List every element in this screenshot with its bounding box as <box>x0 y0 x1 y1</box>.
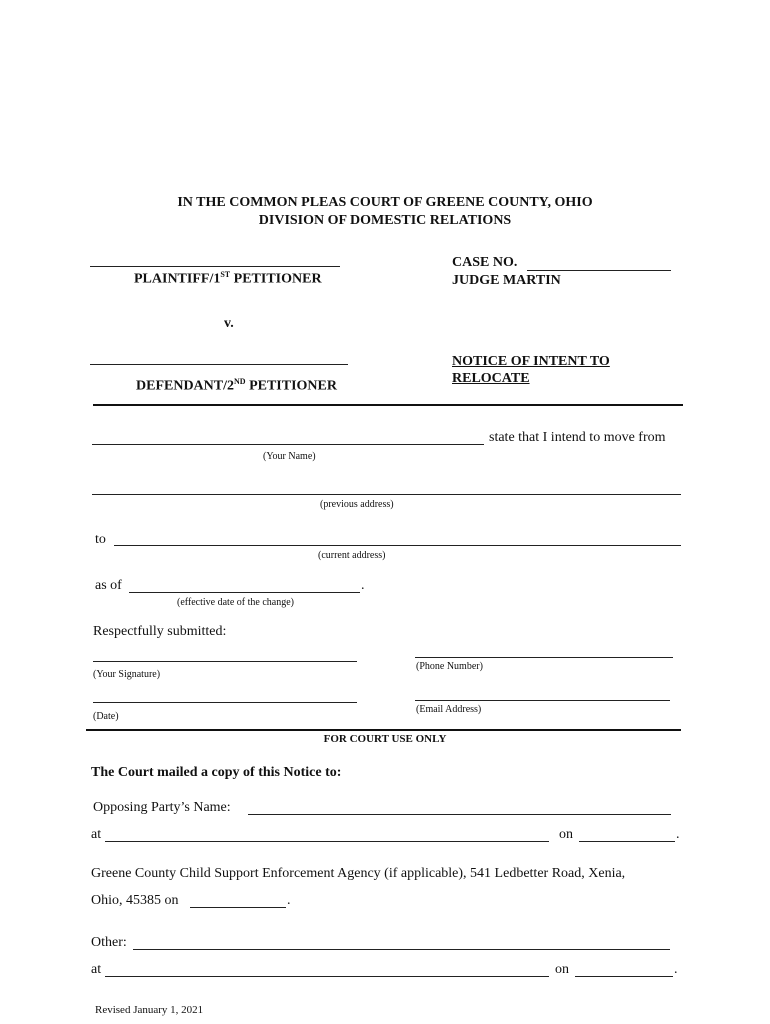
agency-date-field[interactable] <box>190 891 286 908</box>
notice-title-line1: NOTICE OF INTENT TO <box>452 354 610 369</box>
opposing-period: . <box>676 827 680 842</box>
opposing-party-label: Opposing Party’s Name: <box>93 800 231 815</box>
case-no-field[interactable] <box>527 254 671 271</box>
court-heading: IN THE COMMON PLEAS COURT OF GREENE COUNTY, OHIO <box>177 195 593 210</box>
opposing-date-field[interactable] <box>579 825 675 842</box>
defendant-label-main: DEFENDANT/2 <box>136 378 235 394</box>
other-label: Other: <box>91 935 127 950</box>
defendant-label-suffix: PETITIONER <box>245 378 337 394</box>
your-name-caption: (Your Name) <box>263 451 316 462</box>
defendant-label-sup: ND <box>234 377 246 386</box>
opposing-party-field[interactable] <box>248 798 671 815</box>
phone-caption: (Phone Number) <box>416 661 483 672</box>
state-text: state that I intend to move from <box>489 430 666 445</box>
previous-address-field[interactable] <box>92 478 681 495</box>
versus-label: v. <box>224 316 234 331</box>
agency-text-line2: Ohio, 45385 on <box>91 893 179 908</box>
plaintiff-label <box>134 270 322 288</box>
effective-date-field[interactable] <box>129 576 360 593</box>
signature-field[interactable] <box>93 645 357 662</box>
case-no-label: CASE NO. <box>452 255 518 270</box>
current-address-field[interactable] <box>114 529 681 546</box>
signature-caption: (Your Signature) <box>93 669 161 680</box>
opposing-address-field[interactable] <box>105 825 549 842</box>
other-on-label: on <box>555 962 569 977</box>
defendant-label <box>136 377 337 395</box>
as-of-label: as of <box>95 578 122 593</box>
other-name-field[interactable] <box>133 933 670 950</box>
your-name-field[interactable] <box>92 428 484 445</box>
previous-address-caption: (previous address) <box>320 499 394 510</box>
to-label: to <box>95 532 106 547</box>
revised-date: Revised January 1, 2021 <box>95 1004 204 1016</box>
mailed-heading: The Court mailed a copy of this Notice to: <box>91 765 342 780</box>
plaintiff-label-sup: ST <box>220 270 231 279</box>
agency-period: . <box>287 893 291 908</box>
court-use-divider <box>86 729 681 731</box>
other-at-label: at <box>91 962 102 977</box>
other-address-field[interactable] <box>105 960 549 977</box>
other-period: . <box>674 962 678 977</box>
notice-title-line2: RELOCATE <box>452 371 530 386</box>
opposing-at-label: at <box>91 827 102 842</box>
plaintiff-name-field[interactable] <box>90 250 340 267</box>
other-date-field[interactable] <box>575 960 673 977</box>
date-field[interactable] <box>93 686 357 703</box>
phone-field[interactable] <box>415 641 673 658</box>
respectfully-submitted: Respectfully submitted: <box>93 624 227 639</box>
defendant-name-field[interactable] <box>90 348 348 365</box>
plaintiff-label-suffix: PETITIONER <box>230 271 322 287</box>
plaintiff-label-main: PLAINTIFF/1 <box>134 271 221 287</box>
court-use-label: FOR COURT USE ONLY <box>323 733 447 745</box>
date-caption: (Date) <box>93 711 119 722</box>
email-field[interactable] <box>415 684 670 701</box>
as-of-period: . <box>361 578 365 593</box>
agency-text-line1: Greene County Child Support Enforcement Agency (if applicable), 541 Ledbetter Road, Xenia, <box>91 866 626 881</box>
effective-date-caption: (effective date of the change) <box>177 597 294 608</box>
judge-label: JUDGE MARTIN <box>452 273 561 288</box>
email-caption: (Email Address) <box>416 704 482 715</box>
current-address-caption: (current address) <box>318 550 386 561</box>
division-heading: DIVISION OF DOMESTIC RELATIONS <box>258 213 512 228</box>
opposing-on-label: on <box>559 827 573 842</box>
caption-divider <box>93 404 683 406</box>
